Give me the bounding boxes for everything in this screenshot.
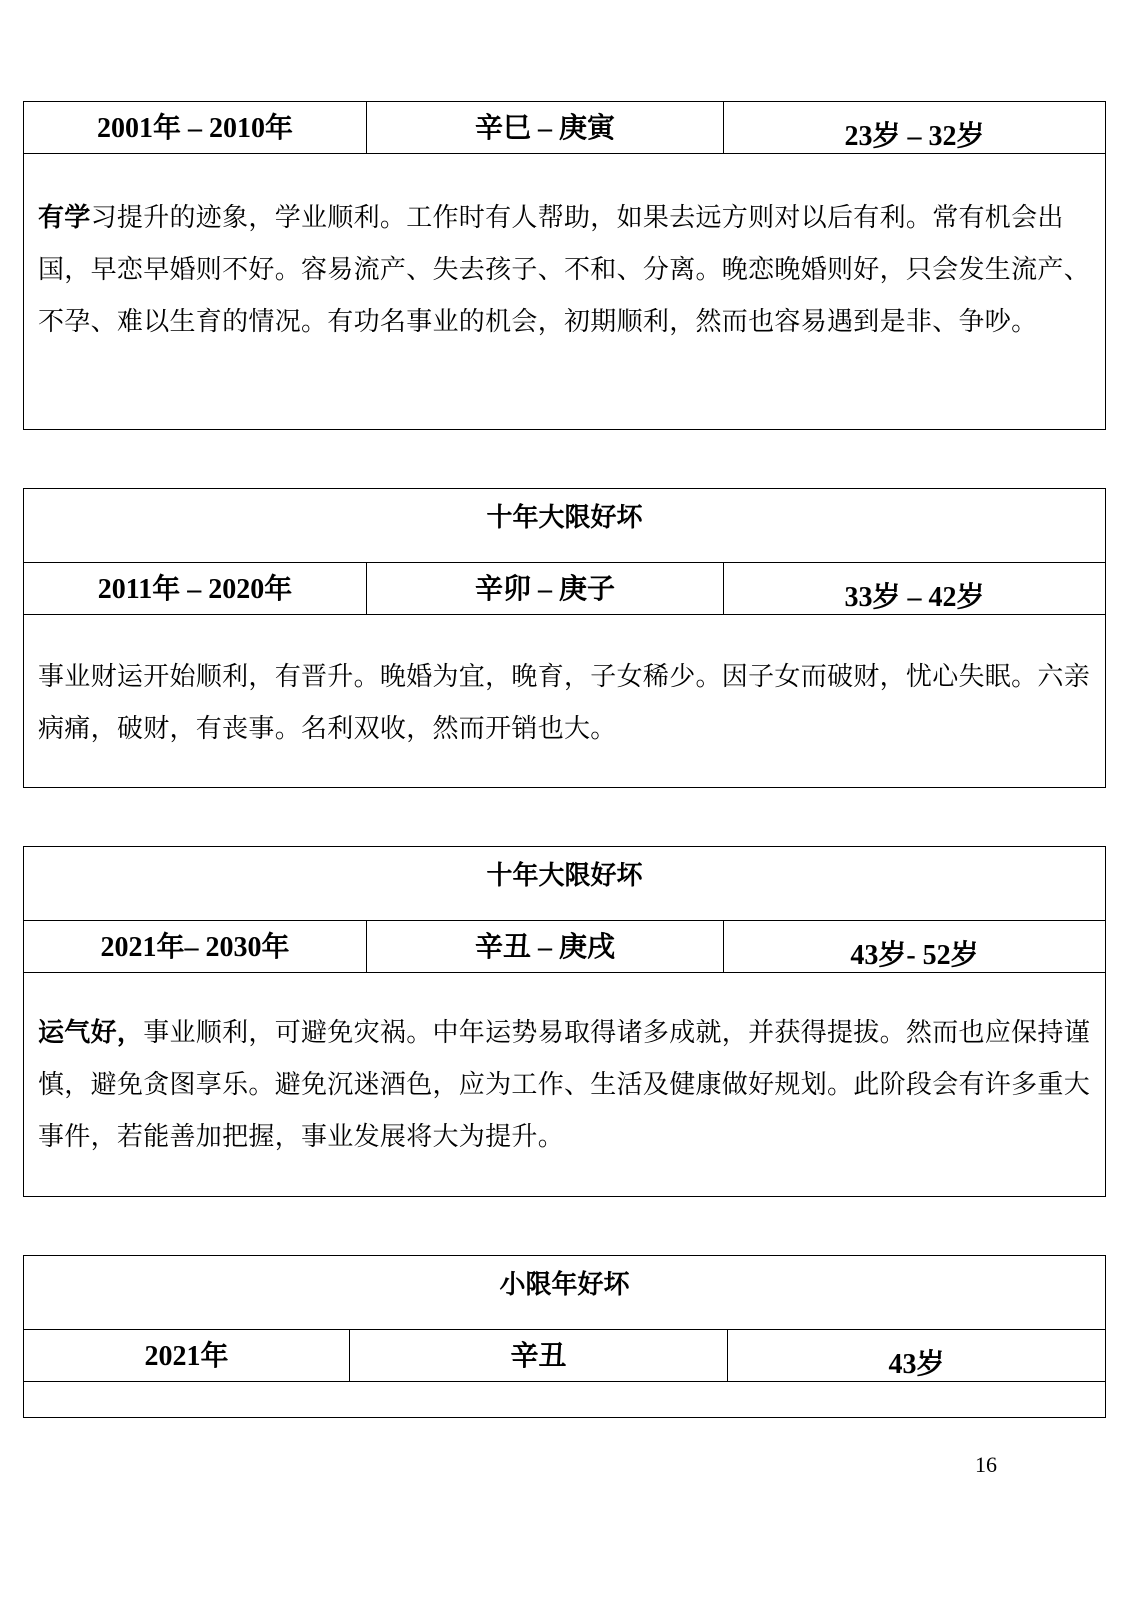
- page-number: 16: [975, 1452, 997, 1477]
- decade-block-2: [23, 488, 1106, 788]
- section-title: 十年大限好坏: [24, 489, 1105, 563]
- period-cell: 2001年 – 2010年: [24, 102, 367, 153]
- body-text: 习提升的迹象，学业顺利。工作时有人帮助，如果去远方则对以后有利。常有机会出国，早恋早婚则不好。容易流产、失去孩子、不和、分离。晚恋晚婚则好，只会发生流产、不孕、难以生育的情况。有功名事业的机会，初期顺利，然而也容易遇到是非、争吵。: [38, 203, 1091, 337]
- ganzhi-cell: 辛丑: [350, 1330, 728, 1381]
- lead-text: 运气好，: [38, 1018, 144, 1048]
- section-title: 小限年好坏: [24, 1256, 1105, 1330]
- yearly-block: [23, 1255, 1106, 1418]
- ganzhi-cell: 辛巳 – 庚寅: [367, 102, 724, 153]
- decade-block-3: [23, 846, 1106, 1197]
- period-cell: 2021年: [24, 1330, 350, 1381]
- age-cell: 43岁: [888, 1349, 945, 1380]
- period-cell: 2011年 – 2020年: [24, 563, 367, 614]
- ganzhi-cell: 辛卯 – 庚子: [367, 563, 724, 614]
- section-title: 十年大限好坏: [24, 847, 1105, 921]
- ganzhi-cell: 辛丑 – 庚戌: [367, 921, 724, 972]
- age-cell: 33岁 – 42岁: [844, 582, 985, 613]
- header-row: [24, 102, 1105, 154]
- age-cell: 43岁- 52岁: [850, 940, 979, 971]
- period-cell: 2021年– 2030年: [24, 921, 367, 972]
- header-row: [24, 563, 1105, 615]
- header-row: [24, 1330, 1105, 1382]
- body-text: 事业顺利，可避免灾祸。中年运势易取得诸多成就，并获得提拔。然而也应保持谨慎，避免贪图享乐。避免沉迷酒色，应为工作、生活及健康做好规划。此阶段会有许多重大事件，若能善加把握，事业发展将大为提升。: [38, 1018, 1091, 1152]
- decade-block-1: [23, 101, 1106, 430]
- age-cell: 23岁 – 32岁: [844, 121, 985, 152]
- body-text: 事业财运开始顺利，有晋升。晚婚为宜，晚育，子女稀少。因子女而破财，忧心失眠。六亲病痛，破财，有丧事。名利双收，然而开销也大。: [38, 662, 1091, 744]
- description: [24, 973, 1105, 1163]
- header-row: [24, 921, 1105, 973]
- lead-text: 有学: [38, 203, 91, 233]
- description: [24, 154, 1105, 348]
